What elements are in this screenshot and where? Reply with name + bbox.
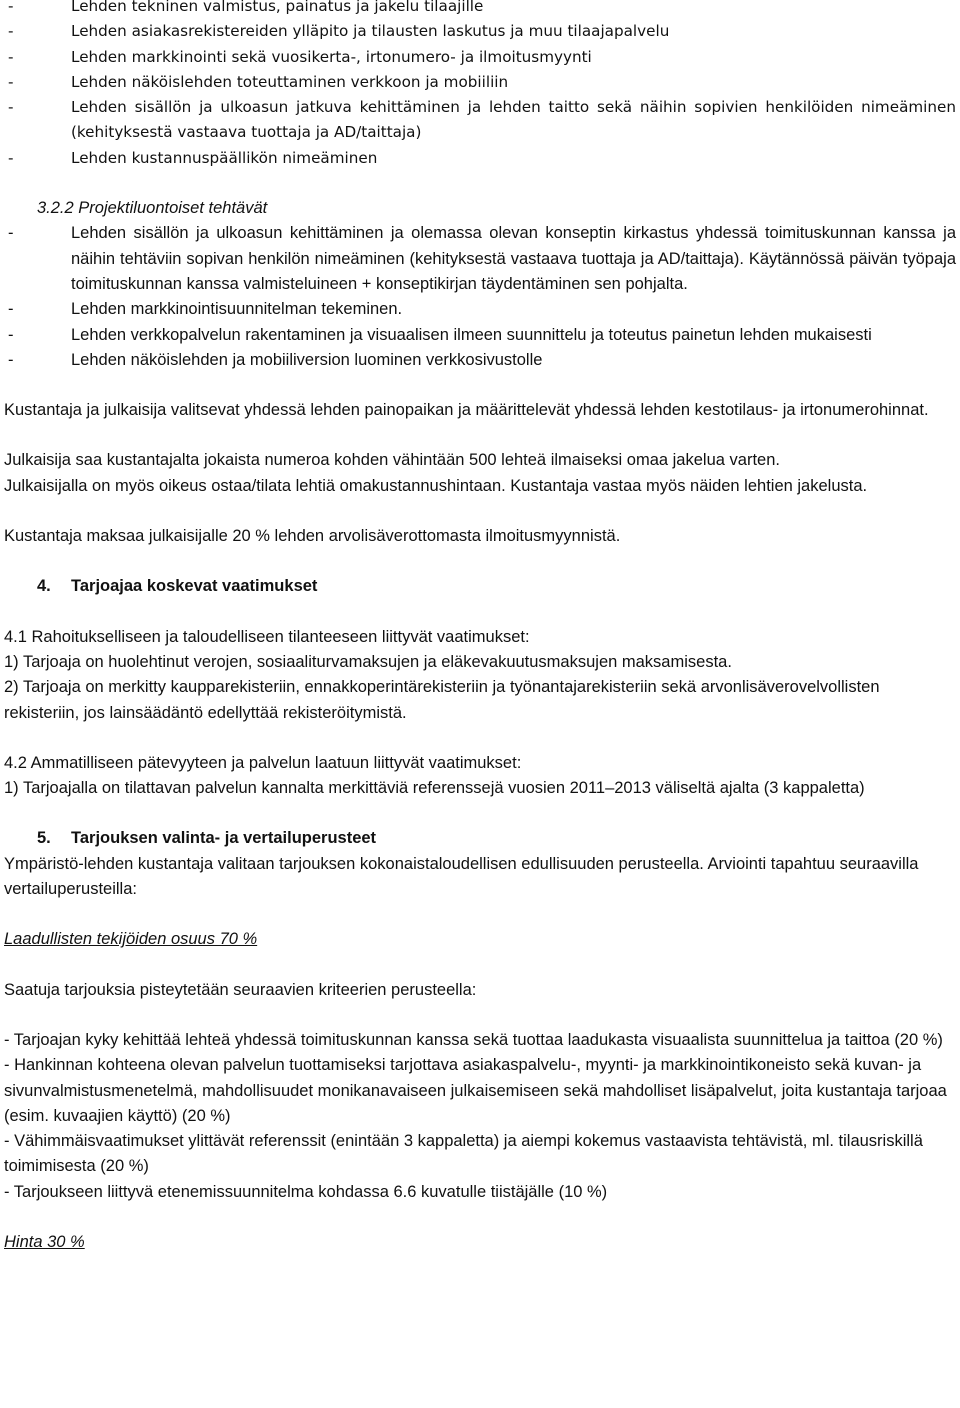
requirement-item: 1) Tarjoajalla on tilattavan palvelun kannalta merkittäviä referenssejä vuosien 2011–2013 väliseltä ajalta (3 kappaletta) <box>4 779 865 798</box>
section-4-2-title: 4.2 Ammatilliseen pätevyyteen ja palvelun laatuun liittyvät vaatimukset: <box>4 753 522 772</box>
criterion-item: - Tarjoukseen liittyvä etenemissuunnitelma kohdassa 6.6 kuvatulle tiistäjälle (10 %) <box>4 1182 608 1201</box>
intro-task-list <box>4 0 956 171</box>
criterion-item: - Tarjoajan kyky kehittää lehteä yhdessä toimituskunnan kanssa sekä tuottaa laadukasta visuaalista suunnittelua ja taittoa (20 %) <box>4 1030 943 1049</box>
paragraph-free-copies: Julkaisija saa kustantajalta jokaista numeroa kohden vähintään 500 lehteä ilmaiseksi omaa jakelua varten. <box>4 451 780 470</box>
quality-heading: Laadullisten tekijöiden osuus 70 % <box>4 930 258 949</box>
list-item: - Lehden markkinointisuunnitelman tekeminen. <box>4 297 956 322</box>
list-item: - Lehden sisällön ja ulkoasun jatkuva kehittäminen ja lehden taitto sekä näihin sopivien henkilöiden nimeäminen (kehityksestä vastaava tuottaja ja AD/taittaja) <box>4 95 956 146</box>
section-title: Tarjouksen valinta- ja vertailuperusteet <box>71 829 377 848</box>
project-task-list <box>4 221 956 373</box>
requirement-item: 1) Tarjoaja on huolehtinut verojen, sosiaaliturvamaksujen ja eläkevakuutusmaksujen maksamisesta. <box>4 652 732 671</box>
list-item: - Lehden verkkopalvelun rakentaminen ja visuaalisen ilmeen suunnittelu ja toteutus painetun lehden mukaisesti <box>4 323 956 348</box>
section-number: 4. <box>37 577 51 596</box>
list-item: - Lehden sisällön ja ulkoasun kehittäminen ja olemassa olevan konseptin kirkastus yhdessä toimituskunnan kanssa ja näihin tehtäviin sopivan henkilön nimeäminen (kehityksestä vastaava tuottaja ja AD/taittaja). Käytännössä päivän työpaja toimituskunnan kanssa valmisteluineen + konseptikirjan täydentäminen sen pohjalta. <box>4 221 956 297</box>
paragraph-printing: Kustantaja ja julkaisija valitsevat yhdessä lehden painopaikan ja määrittelevät yhdessä lehden kestotilaus- ja irtonumerohinnat. <box>4 401 929 420</box>
section-title: Tarjoajaa koskevat vaatimukset <box>71 577 318 596</box>
section-3-2-2-title: 3.2.2 Projektiluontoiset tehtävät <box>37 199 268 218</box>
list-item: - Lehden tekninen valmistus, painatus ja jakelu tilaajille <box>4 0 956 19</box>
section-5-intro: Ympäristö-lehden kustantaja valitaan tarjouksen kokonaistaloudellisen edullisuuden perusteella. Arviointi tapahtuu seuraavilla vertailuperusteilla: <box>4 854 919 899</box>
criterion-item: - Hankinnan kohteena olevan palvelun tuottamiseksi tarjottava asiakaspalvelu-, myynti- ja markkinointikoneisto sekä kuvan- ja sivunvalmistusmenetelmä, mahdollisuudet monikanavaiseen julkaisemiseen sekä mahdolliset lisäpalvelut, joita kustantaja tarjoaa (esim. kuvaajien käyttö) (20 %) <box>4 1056 947 1125</box>
list-item: - Lehden näköislehden toteuttaminen verkkoon ja mobiiliin <box>4 70 956 95</box>
requirement-item: 2) Tarjoaja on merkitty kaupparekisteriin, ennakkoperintärekisteriin ja työnantajarekisteriin sekä arvonlisäverovelvollisten rekisteriin, jos lainsäädäntö edellyttää rekisteröitymistä. <box>4 678 880 722</box>
paragraph-own-cost: Julkaisijalla on myös oikeus ostaa/tilata lehtiä omakustannushintaan. Kustantaja vastaa myös näiden lehtien jakelusta. <box>4 476 868 495</box>
list-item: - Lehden kustannuspäällikön nimeäminen <box>4 146 956 171</box>
list-item: - Lehden markkinointi sekä vuosikerta-, irtonumero- ja ilmoitusmyynti <box>4 45 956 70</box>
section-4-heading <box>4 574 956 599</box>
section-number: 5. <box>37 829 51 848</box>
price-heading: Hinta 30 % <box>4 1232 85 1251</box>
section-5-heading <box>4 826 956 851</box>
section-4-1-title: 4.1 Rahoitukselliseen ja taloudelliseen tilanteeseen liittyvät vaatimukset: <box>4 627 530 646</box>
list-item: - Lehden asiakasrekistereiden ylläpito ja tilausten laskutus ja muu tilaajapalvelu <box>4 19 956 44</box>
criteria-intro: Saatuja tarjouksia pisteytetään seuraavien kriteerien perusteella: <box>4 980 477 999</box>
paragraph-ad-share: Kustantaja maksaa julkaisijalle 20 % lehden arvolisäverottomasta ilmoitusmyynnistä. <box>4 527 621 546</box>
list-item: - Lehden näköislehden ja mobiiliversion luominen verkkosivustolle <box>4 348 956 373</box>
criterion-item: - Vähimmäisvaatimukset ylittävät referenssit (enintään 3 kappaletta) ja aiempi kokemus vastaavista tehtävistä, ml. tilausriskillä toimimisesta (20 %) <box>4 1132 923 1176</box>
